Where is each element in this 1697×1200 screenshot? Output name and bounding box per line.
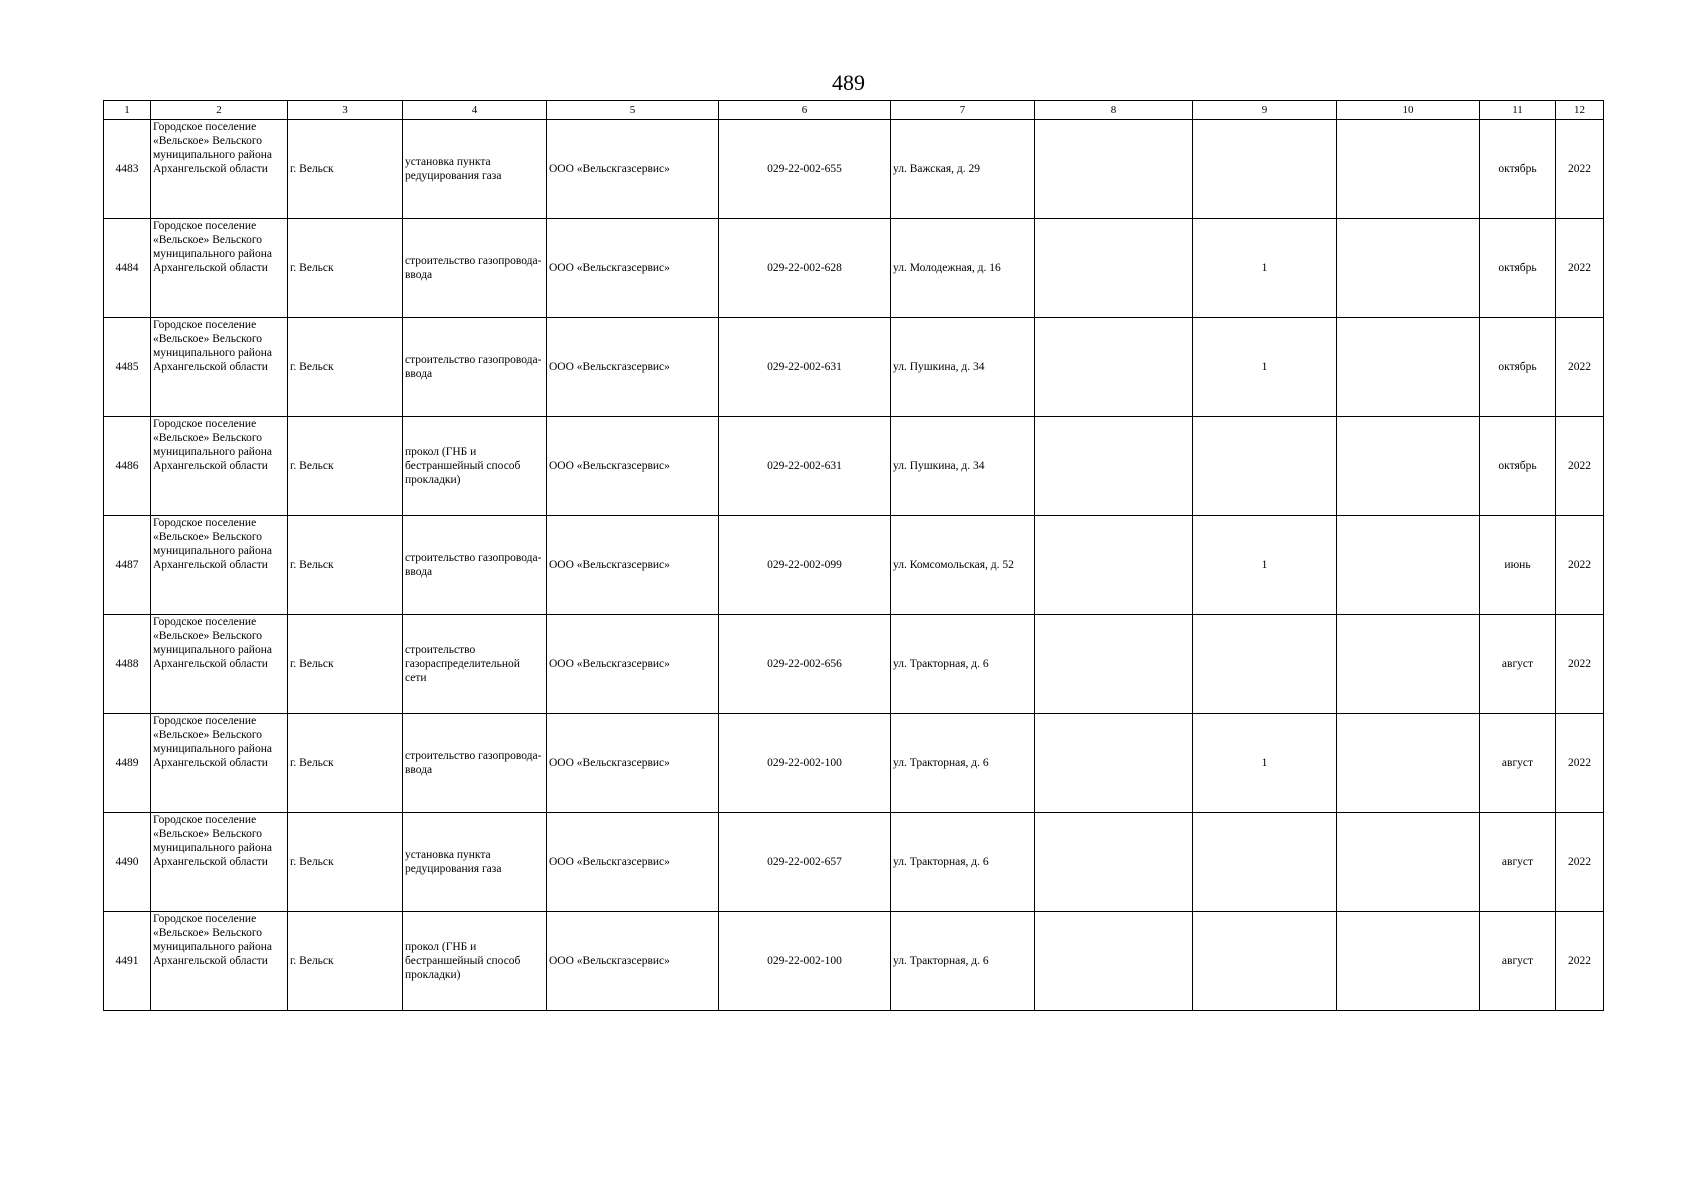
address-cell: ул. Тракторная, д. 6: [891, 714, 1035, 813]
year-cell: 2022: [1556, 219, 1604, 318]
year-cell: 2022: [1556, 912, 1604, 1011]
table-row: [104, 318, 1604, 417]
month-cell: август: [1480, 813, 1556, 912]
column-10-cell: [1337, 219, 1480, 318]
registry-code-cell: 029-22-002-628: [719, 219, 891, 318]
settlement-cell: Городское поселение «Вельское» Вельского муниципального района Архангельской области: [151, 219, 288, 318]
locality-cell: г. Вельск: [288, 318, 403, 417]
row-number-cell: 4487: [104, 516, 151, 615]
column-8-cell: [1035, 120, 1193, 219]
year-cell: 2022: [1556, 615, 1604, 714]
column-8-cell: [1035, 219, 1193, 318]
page-number: 489: [832, 70, 865, 95]
column-8-cell: [1035, 813, 1193, 912]
year-cell: 2022: [1556, 120, 1604, 219]
column-8-cell: [1035, 417, 1193, 516]
column-9-cell: [1193, 615, 1337, 714]
work-type-cell: установка пункта редуцирования газа: [403, 120, 547, 219]
row-number-cell: 4486: [104, 417, 151, 516]
column-10-cell: [1337, 615, 1480, 714]
month-cell: август: [1480, 714, 1556, 813]
month-cell: октябрь: [1480, 417, 1556, 516]
locality-cell: г. Вельск: [288, 615, 403, 714]
work-type-cell: прокол (ГНБ и бестраншейный способ прокладки): [403, 417, 547, 516]
address-cell: ул. Комсомольская, д. 52: [891, 516, 1035, 615]
registry-code-cell: 029-22-002-100: [719, 714, 891, 813]
settlement-cell: Городское поселение «Вельское» Вельского муниципального района Архангельской области: [151, 516, 288, 615]
address-cell: ул. Пушкина, д. 34: [891, 318, 1035, 417]
row-number-cell: 4483: [104, 120, 151, 219]
column-number: 12: [1556, 101, 1604, 120]
registry-code-cell: 029-22-002-631: [719, 318, 891, 417]
row-number-cell: 4491: [104, 912, 151, 1011]
month-cell: август: [1480, 912, 1556, 1011]
column-9-cell: 1: [1193, 219, 1337, 318]
registry-code-cell: 029-22-002-655: [719, 120, 891, 219]
address-cell: ул. Тракторная, д. 6: [891, 615, 1035, 714]
column-9-cell: 1: [1193, 516, 1337, 615]
table-row: [104, 219, 1604, 318]
row-number-cell: 4488: [104, 615, 151, 714]
registry-code-cell: 029-22-002-631: [719, 417, 891, 516]
address-cell: ул. Тракторная, д. 6: [891, 813, 1035, 912]
column-10-cell: [1337, 813, 1480, 912]
work-type-cell: строительство газопровода-ввода: [403, 714, 547, 813]
address-cell: ул. Пушкина, д. 34: [891, 417, 1035, 516]
column-8-cell: [1035, 318, 1193, 417]
address-cell: ул. Тракторная, д. 6: [891, 912, 1035, 1011]
month-cell: октябрь: [1480, 318, 1556, 417]
organization-cell: ООО «Вельскгазсервис»: [547, 417, 719, 516]
column-8-cell: [1035, 714, 1193, 813]
organization-cell: ООО «Вельскгазсервис»: [547, 516, 719, 615]
settlement-cell: Городское поселение «Вельское» Вельского муниципального района Архангельской области: [151, 615, 288, 714]
column-number: 1: [104, 101, 151, 120]
year-cell: 2022: [1556, 714, 1604, 813]
organization-cell: ООО «Вельскгазсервис»: [547, 813, 719, 912]
column-number: 8: [1035, 101, 1193, 120]
column-8-cell: [1035, 615, 1193, 714]
table-row: [104, 714, 1604, 813]
column-number: 4: [403, 101, 547, 120]
row-number-cell: 4490: [104, 813, 151, 912]
column-9-cell: 1: [1193, 714, 1337, 813]
column-10-cell: [1337, 516, 1480, 615]
month-cell: октябрь: [1480, 219, 1556, 318]
registry-code-cell: 029-22-002-657: [719, 813, 891, 912]
table-row: [104, 120, 1604, 219]
work-type-cell: строительство газопровода-ввода: [403, 516, 547, 615]
column-10-cell: [1337, 318, 1480, 417]
row-number-cell: 4489: [104, 714, 151, 813]
address-cell: ул. Важская, д. 29: [891, 120, 1035, 219]
locality-cell: г. Вельск: [288, 813, 403, 912]
table-row: [104, 615, 1604, 714]
table-row: [104, 912, 1604, 1011]
column-10-cell: [1337, 417, 1480, 516]
month-cell: октябрь: [1480, 120, 1556, 219]
column-9-cell: [1193, 813, 1337, 912]
year-cell: 2022: [1556, 417, 1604, 516]
organization-cell: ООО «Вельскгазсервис»: [547, 615, 719, 714]
column-8-cell: [1035, 516, 1193, 615]
column-number-row: [104, 101, 1604, 120]
organization-cell: ООО «Вельскгазсервис»: [547, 714, 719, 813]
table-row: [104, 417, 1604, 516]
organization-cell: ООО «Вельскгазсервис»: [547, 120, 719, 219]
locality-cell: г. Вельск: [288, 120, 403, 219]
column-9-cell: 1: [1193, 318, 1337, 417]
column-number: 3: [288, 101, 403, 120]
settlement-cell: Городское поселение «Вельское» Вельского муниципального района Архангельской области: [151, 912, 288, 1011]
locality-cell: г. Вельск: [288, 219, 403, 318]
column-number: 6: [719, 101, 891, 120]
work-type-cell: строительство газопровода-ввода: [403, 318, 547, 417]
column-9-cell: [1193, 912, 1337, 1011]
work-type-cell: строительство газопровода-ввода: [403, 219, 547, 318]
table-row: [104, 813, 1604, 912]
column-number: 10: [1337, 101, 1480, 120]
year-cell: 2022: [1556, 318, 1604, 417]
organization-cell: ООО «Вельскгазсервис»: [547, 219, 719, 318]
column-number: 9: [1193, 101, 1337, 120]
settlement-cell: Городское поселение «Вельское» Вельского муниципального района Архангельской области: [151, 120, 288, 219]
settlement-cell: Городское поселение «Вельское» Вельского муниципального района Архангельской области: [151, 318, 288, 417]
locality-cell: г. Вельск: [288, 714, 403, 813]
column-10-cell: [1337, 714, 1480, 813]
registry-code-cell: 029-22-002-656: [719, 615, 891, 714]
column-10-cell: [1337, 120, 1480, 219]
month-cell: август: [1480, 615, 1556, 714]
work-type-cell: строительство газораспределительной сети: [403, 615, 547, 714]
table-body: [104, 120, 1604, 1011]
column-number: 7: [891, 101, 1035, 120]
row-number-cell: 4485: [104, 318, 151, 417]
settlement-cell: Городское поселение «Вельское» Вельского муниципального района Архангельской области: [151, 813, 288, 912]
column-9-cell: [1193, 417, 1337, 516]
settlement-cell: Городское поселение «Вельское» Вельского муниципального района Архангельской области: [151, 417, 288, 516]
organization-cell: ООО «Вельскгазсервис»: [547, 318, 719, 417]
column-number: 2: [151, 101, 288, 120]
column-number: 5: [547, 101, 719, 120]
settlement-cell: Городское поселение «Вельское» Вельского муниципального района Архангельской области: [151, 714, 288, 813]
row-number-cell: 4484: [104, 219, 151, 318]
locality-cell: г. Вельск: [288, 912, 403, 1011]
column-8-cell: [1035, 912, 1193, 1011]
address-cell: ул. Молодежная, д. 16: [891, 219, 1035, 318]
registry-code-cell: 029-22-002-100: [719, 912, 891, 1011]
column-10-cell: [1337, 912, 1480, 1011]
work-type-cell: установка пункта редуцирования газа: [403, 813, 547, 912]
table-row: [104, 516, 1604, 615]
column-number: 11: [1480, 101, 1556, 120]
registry-code-cell: 029-22-002-099: [719, 516, 891, 615]
work-type-cell: прокол (ГНБ и бестраншейный способ прокладки): [403, 912, 547, 1011]
column-9-cell: [1193, 120, 1337, 219]
registry-table: [103, 100, 1604, 1011]
locality-cell: г. Вельск: [288, 417, 403, 516]
month-cell: июнь: [1480, 516, 1556, 615]
year-cell: 2022: [1556, 516, 1604, 615]
locality-cell: г. Вельск: [288, 516, 403, 615]
organization-cell: ООО «Вельскгазсервис»: [547, 912, 719, 1011]
year-cell: 2022: [1556, 813, 1604, 912]
